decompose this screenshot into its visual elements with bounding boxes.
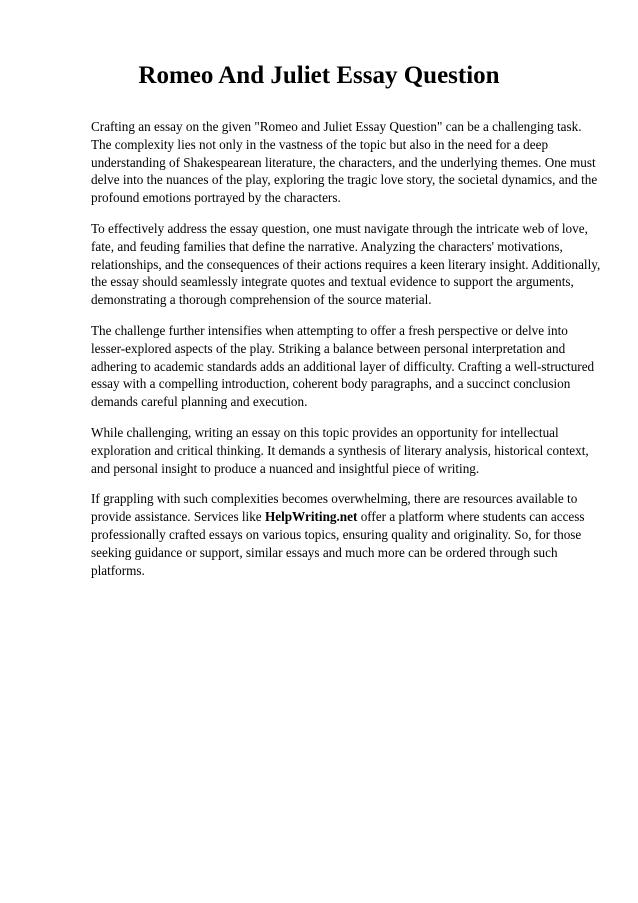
brand-name: HelpWriting.net (264, 509, 358, 525)
document-title: Romeo And Juliet Essay Question (138, 62, 500, 89)
paragraph-5-text-before: If grappling with such complexities becomes overwhelming, there are resources available to provide assistance. Services like (91, 491, 578, 525)
paragraph-5 (91, 490, 603, 579)
paragraph-5-text-after: offer a platform where students can access professionally crafted essays on various topics, ensuring quality and originality. So, for those seeking guidance or support, similar essays and much more can be ordered through such platforms. (91, 509, 585, 578)
paragraph-4: While challenging, writing an essay on this topic provides an opportunity for intellectual exploration and critical thinking. It demands a synthesis of literary analysis, historical context, and personal insight to produce a nuanced and insightful piece of writing. (91, 424, 589, 476)
paragraph-3: The challenge further intensifies when attempting to offer a fresh perspective or delve into lesser-explored aspects of the play. Striking a balance between personal interpretation and adhering to academic standards adds an additional layer of difficulty. Crafting a well-structured essay with a compelling introduction, coherent body paragraphs, and a succinct conclusion demands careful planning and execution. (91, 322, 595, 410)
paragraph-1: Crafting an essay on the given "Romeo and Juliet Essay Question" can be a challenging task. The complexity lies not only in the vastness of the topic but also in the need for a deep understanding of Shakespearean literature, the characters, and the underlying themes. One must delve into the nuances of the play, exploring the tragic love story, the societal dynamics, and the profound emotions portrayed by the characters. (91, 119, 598, 206)
document-body (91, 118, 603, 592)
paragraph-2: To effectively address the essay question, one must navigate through the intricate web of love, fate, and feuding families that define the narrative. Analyzing the characters' motivations, relationships, and the consequences of their actions requires a keen literary insight. Additionally, the essay should seamlessly integrate quotes and textual evidence to support the arguments, demonstrating a thorough comprehension of the source material. (91, 220, 601, 308)
